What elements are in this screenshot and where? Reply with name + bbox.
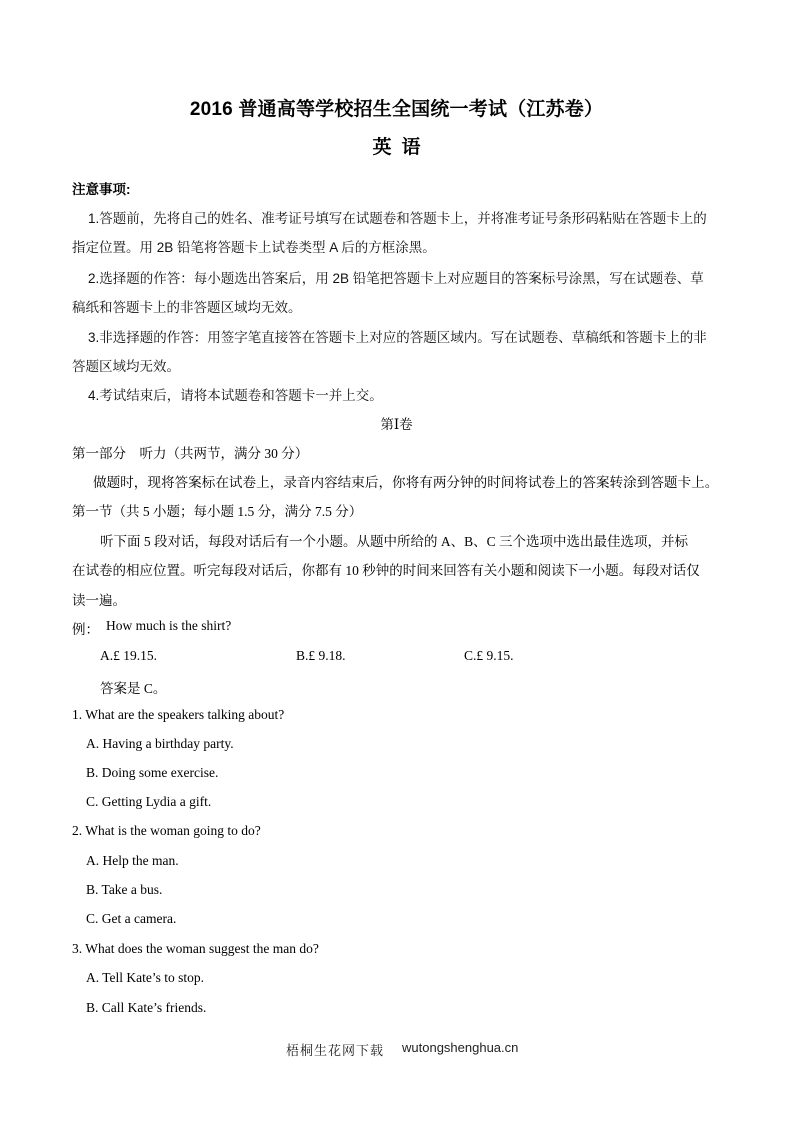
- volume-label: 第Ⅰ卷: [380, 417, 413, 432]
- question-option: C. Getting Lydia a gift.: [86, 794, 212, 809]
- section1-instruction-line: 读一遍。: [72, 593, 126, 608]
- part1-heading: 第一部分 听力（共两节，满分 30 分）: [72, 446, 309, 461]
- exam-subject: 英语: [372, 137, 431, 158]
- note-line: 2.选择题的作答：每小题选出答案后，用 2B 铅笔把答题卡上对应题目的答案标号涂黑，写在试题卷、草: [88, 271, 704, 286]
- note-line: 答题区域均无效。: [72, 359, 180, 374]
- example-label: 例：: [72, 622, 99, 637]
- example-answer: 答案是 C。: [100, 681, 167, 696]
- section1-heading: 第一节（共 5 小题；每小题 1.5 分，满分 7.5 分）: [72, 504, 363, 519]
- notes-heading: 注意事项:: [72, 182, 131, 197]
- note-line: 4.考试结束后，请将本试题卷和答题卡一并上交。: [88, 388, 383, 403]
- question-option: B. Call Kate’s friends.: [86, 1000, 207, 1015]
- question-option: A. Having a birthday party.: [86, 736, 234, 751]
- part1-instruction: 做题时，现将答案标在试卷上，录音内容结束后，你将有两分钟的时间将试卷上的答案转涂到答题卡上。: [93, 475, 719, 490]
- question-option: A. Tell Kate’s to stop.: [86, 970, 205, 985]
- example-option-c: C.£ 9.15.: [464, 648, 514, 663]
- note-line: 稿纸和答题卡上的非答题区域均无效。: [72, 300, 302, 315]
- question-option: B. Take a bus.: [86, 882, 163, 897]
- note-line: 指定位置。用 2B 铅笔将答题卡上试卷类型 A 后的方框涂黑。: [72, 240, 436, 255]
- question-option: C. Get a camera.: [86, 911, 177, 926]
- question-stem: 3. What does the woman suggest the man do?: [72, 941, 319, 956]
- example-option-b: B.£ 9.18.: [296, 648, 346, 663]
- note-line: 3.非选择题的作答：用签字笔直接答在答题卡上对应的答题区域内。写在试题卷、草稿纸和答题卡上的非: [88, 330, 707, 345]
- question-option: B. Doing some exercise.: [86, 765, 219, 780]
- example-question: How much is the shirt?: [106, 618, 232, 633]
- example-option-a: A.£ 19.15.: [100, 648, 157, 663]
- section1-instruction-line: 听下面 5 段对话，每段对话后有一个小题。从题中所给的 A、B、C 三个选项中选出最佳选项，并标: [100, 534, 689, 549]
- section1-instruction-line: 在试卷的相应位置。听完每段对话后，你都有 10 秒钟的时间来回答有关小题和阅读下一小题。每段对话仅: [72, 563, 700, 578]
- question-stem: 2. What is the woman going to do?: [72, 823, 261, 838]
- question-option: A. Help the man.: [86, 853, 179, 868]
- note-line: 1.答题前，先将自己的姓名、准考证号填写在试题卷和答题卡上，并将准考证号条形码粘贴在答题卡上的: [88, 211, 707, 226]
- exam-title: 2016 普通高等学校招生全国统一考试（江苏卷）: [189, 99, 604, 120]
- footer-site-name: 梧桐生花网下载: [286, 1043, 385, 1058]
- question-stem: 1. What are the speakers talking about?: [72, 707, 285, 722]
- footer-url: wutongshenghua.cn: [402, 1040, 519, 1055]
